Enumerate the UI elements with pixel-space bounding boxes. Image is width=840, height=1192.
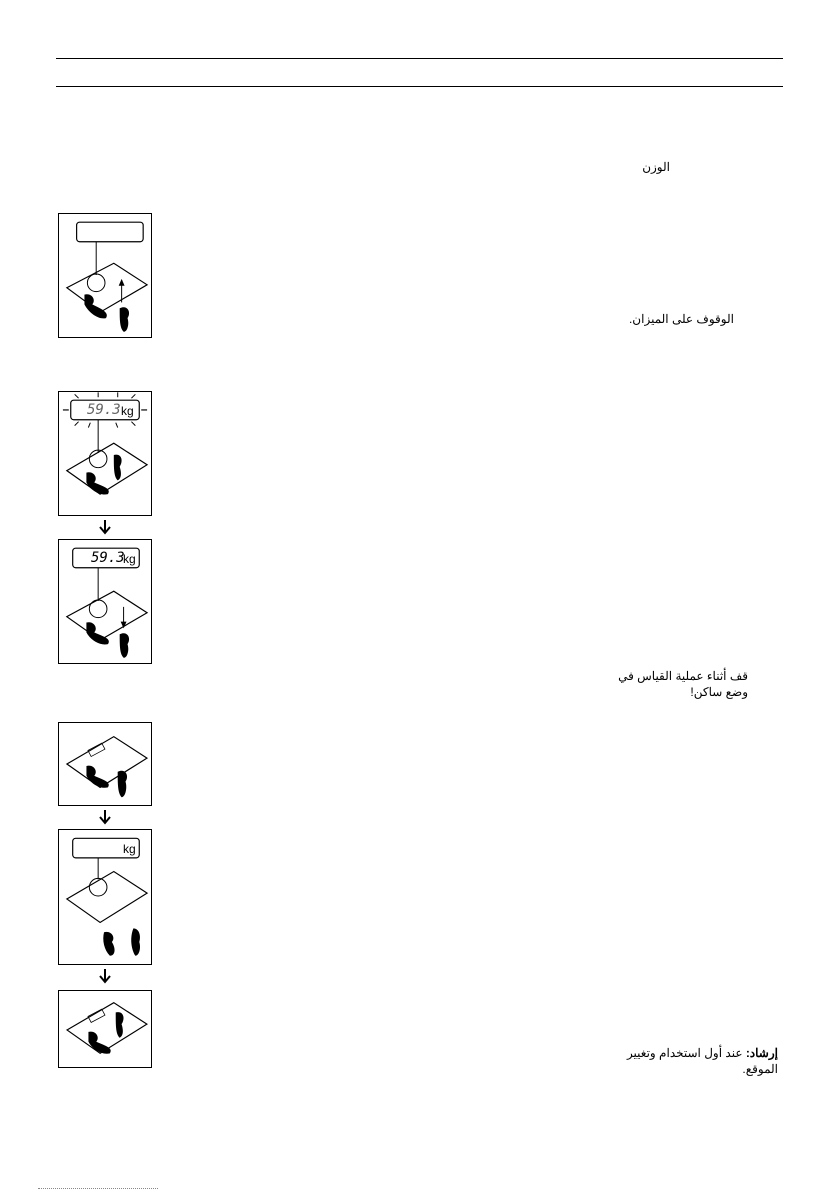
- down-arrow-icon: [98, 809, 112, 825]
- figure-step-on-scale: [58, 213, 152, 338]
- stand-still-instruction-line2: وضع ساكن!: [690, 685, 748, 699]
- scale-illustration: [59, 214, 151, 337]
- lcd-unit-final: kg: [123, 552, 136, 566]
- step-on-instruction: الوقوف على الميزان.: [628, 312, 734, 326]
- down-arrow-icon: [98, 968, 112, 984]
- lcd-blinking-value: 59.3: [87, 402, 121, 418]
- header-rule: [56, 86, 783, 87]
- figure-final-reading: [58, 539, 152, 664]
- scale-illustration-step-off: [59, 830, 151, 964]
- hint-label: إرشاد:: [745, 1046, 778, 1060]
- figure-stand-again: [58, 990, 152, 1068]
- down-arrow-icon: [98, 519, 112, 535]
- hint-text-line1: [627, 1046, 778, 1061]
- hint-text-line2: الموقع.: [742, 1062, 778, 1076]
- scale-illustration-standing: [59, 723, 151, 805]
- scale-illustration-stand-again: [59, 991, 151, 1067]
- lcd-final-value: 59.3: [91, 550, 125, 566]
- hint-text: عند أول استخدام وتغيير: [626, 1046, 746, 1060]
- stand-still-instruction-line1: قف أثناء عملية القياس في: [618, 669, 748, 683]
- figure-stand-on-scale: [58, 722, 152, 806]
- bottom-dotted-line: [38, 1188, 158, 1189]
- top-rule: [56, 58, 783, 59]
- lcd-unit-empty: kg: [123, 842, 136, 856]
- figure-step-off-scale: [58, 829, 152, 965]
- weighing-heading: الوزن: [642, 160, 670, 174]
- figure-blinking-reading: [58, 391, 152, 516]
- lcd-unit-blinking: kg: [121, 404, 134, 418]
